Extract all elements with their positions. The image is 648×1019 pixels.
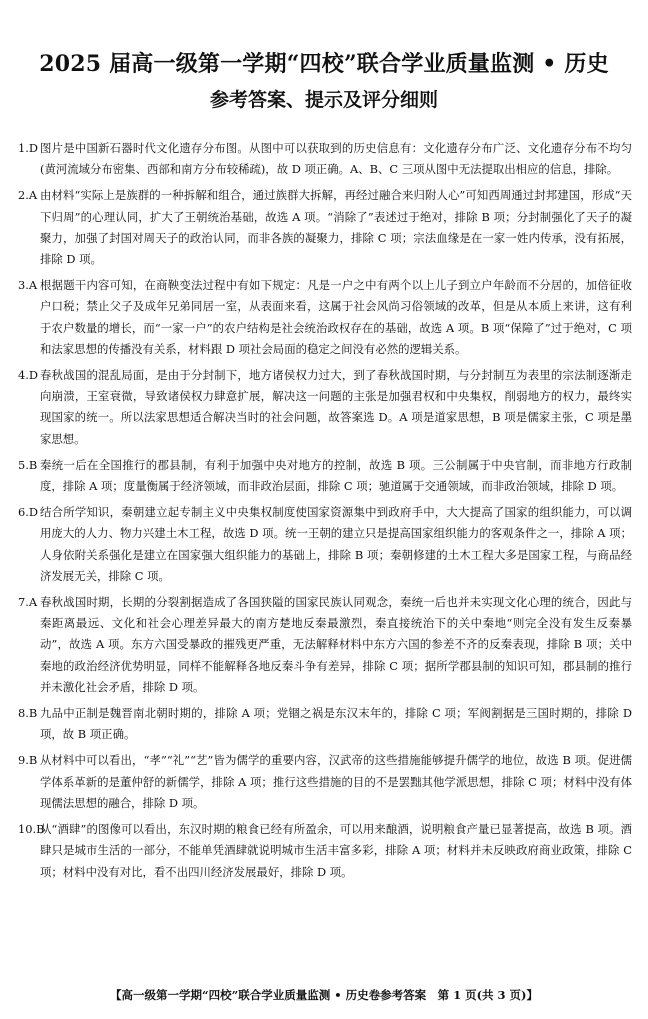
answer-number: 6.D bbox=[18, 505, 39, 520]
document-subtitle: 参考答案、提示及评分细则 bbox=[209, 89, 438, 111]
answer-number: 7.A bbox=[18, 595, 38, 610]
answer-explanation: 图片是中国新石器时代文化遗存分布图。从图中可以获取到的历史信息有：文化遗存分布广泛、文化遗存分布不均匀(黄河流域分布密集、西部和南方分布较稀疏)，故 D 项正确。A、B、C 三项从图中无法提取出相应的信息，排除。 bbox=[40, 141, 632, 177]
answer-explanation: 从材料中可以看出，“孝”“礼”“艺”皆为儒学的重要内容，汉武帝的这些措施能够提升儒学的地位，故选 B 项。促进儒学体系革新的是董仲舒的新儒学，排除 A 项；推行这些措施的目的不是罢黜其他学派思想，排除 C 项；材料中没有体现儒法思想的融合，排除 D 项。 bbox=[40, 753, 632, 810]
answer-explanation: 春秋战国时期，长期的分裂割据造成了各国狭隘的国家民族认同观念，秦统一后也并未实现文化心理的统合，因此与秦距离最远、文化和社会心理差异最大的南方楚地反秦最激烈，秦直接统治下的关中秦地“则完全没有发生反秦暴动”，故选 A 项。东方六国受暴政的摧残更严重，无法解释材料中东方六国的参差不齐的反秦表现，排除 B 项；关中秦地的政治经济优势明显，同样不能解释各地反秦斗争有差异，排除 C 项；据所学郡县制的知识可知，郡县制的推行并未激化社会矛盾，排除 D 项。 bbox=[40, 595, 632, 694]
answer-list bbox=[18, 138, 632, 888]
answer-number: 1.D bbox=[18, 141, 39, 155]
answer-item bbox=[18, 138, 632, 180]
answer-explanation: 根据题干内容可知，在商鞅变法过程中有如下规定：凡是一户之中有两个以上儿子到立户年龄而不分居的，加倍征收户口税；禁止父子及成年兄弟同居一室，从表面来看，这属于社会风尚习俗领域的改革，但是从本质上来讲，这有利于农户数量的增长，而“一家一户”的农户结构是社会统治政权存在的基础，故选 A 项。B 项“保障了”过于绝对，C 项和法家思想的传播没有关系，材料跟 D 项社会局面的稳定之间没有必然的逻辑关系。 bbox=[40, 278, 632, 356]
answer-explanation: 从“酒肆”的图像可以看出，东汉时期的粮食已经有所盈余，可以用来酿酒，说明粮食产量已显著提高，故选 B 项。酒肆只是城市生活的一部分，不能单凭酒肆就说明城市生活丰富多彩，排除 A 项；材料并未反映政府商业政策，排除 C 项；材料中没有对比，看不出四川经济发展最好，排除 D 项。 bbox=[40, 822, 632, 879]
answer-number: 8.B bbox=[18, 706, 38, 721]
document-title: 2025 届高一级第一学期“四校”联合学业质量监测 • 历史 bbox=[39, 51, 609, 77]
answer-number: 4.D bbox=[18, 368, 39, 383]
answer-item bbox=[18, 502, 632, 587]
answer-explanation: 秦统一后在全国推行的郡县制，有利于加强中央对地方的控制，故选 B 项。三公制属于中央官制，而非地方行政制度，排除 A 项；度量衡属于经济领域，而非政治层面，排除 C 项；驰道属于交通领域，而非政治领域，排除 D 项。 bbox=[40, 457, 632, 494]
answer-number: 3.A bbox=[18, 278, 38, 293]
answer-item bbox=[18, 365, 632, 450]
answer-explanation: 由材料“实际上是族群的一种拆解和组合，通过族群大拆解，再经过融合来归附人心”可知西周通过封邦建国，形成“天下归周”的心理认同，扩大了王朝统治基础，故选 A 项。“消除了”表述过于绝对，排除 B 项；分封制强化了天子的凝聚力，加强了封国对周天子的政治认同，而非各族的凝聚力，排除 C 项；宗法血缘是在一家一姓内传承，没有拓展，排除 D 项。 bbox=[40, 188, 632, 267]
answer-number: 2.A bbox=[18, 188, 38, 203]
answer-number: 5.B bbox=[18, 457, 38, 472]
answer-item bbox=[18, 455, 632, 497]
answer-explanation: 结合所学知识，秦朝建立起专制主义中央集权制度使国家资源集中到政府手中，大大提高了国家的组织能力，可以调用庞大的人力、物力兴建土木工程，故选 D 项。统一王朝的建立只是提高国家组织能力的客观条件之一，排除 A 项；人身依附关系强化是建立在国家强大组织能力的基础上，排除 B 项；秦朝修建的土木工程大多是国家工程，与商品经济发展无关，排除 C 项。 bbox=[40, 505, 632, 583]
answer-number: 9.B bbox=[18, 753, 38, 768]
answer-item bbox=[18, 592, 632, 698]
answer-item bbox=[18, 185, 632, 270]
answer-item bbox=[18, 703, 632, 745]
answer-number: 10.B bbox=[18, 822, 45, 837]
answer-item bbox=[18, 275, 632, 360]
answer-explanation: 春秋战国的混乱局面，是由于分封制下，地方诸侯权力过大，到了春秋战国时期，与分封制互为表里的宗法制逐渐走向崩溃，王室衰微，导致诸侯权力肆意扩展，解决这一问题的主张是加强君权和中央集权，削弱地方的权力，最终实现国家的统一。所以法家思想适合解决当时的社会问题，故答案选 D。A 项是道家思想，B 项是儒家主张，C 项是墨家思想。 bbox=[40, 368, 632, 446]
answer-item bbox=[18, 750, 632, 814]
page-footer: 【高一级第一学期“四校”联合学业质量监测 • 历史卷参考答案 第 1 页(共 3 页)】 bbox=[110, 988, 538, 1002]
answer-explanation: 九品中正制是魏晋南北朝时期的，排除 A 项；党锢之祸是东汉末年的，排除 C 项；军阀割据是三国时期的，排除 D 项，故 B 项正确。 bbox=[40, 706, 632, 742]
answer-item bbox=[18, 819, 632, 883]
